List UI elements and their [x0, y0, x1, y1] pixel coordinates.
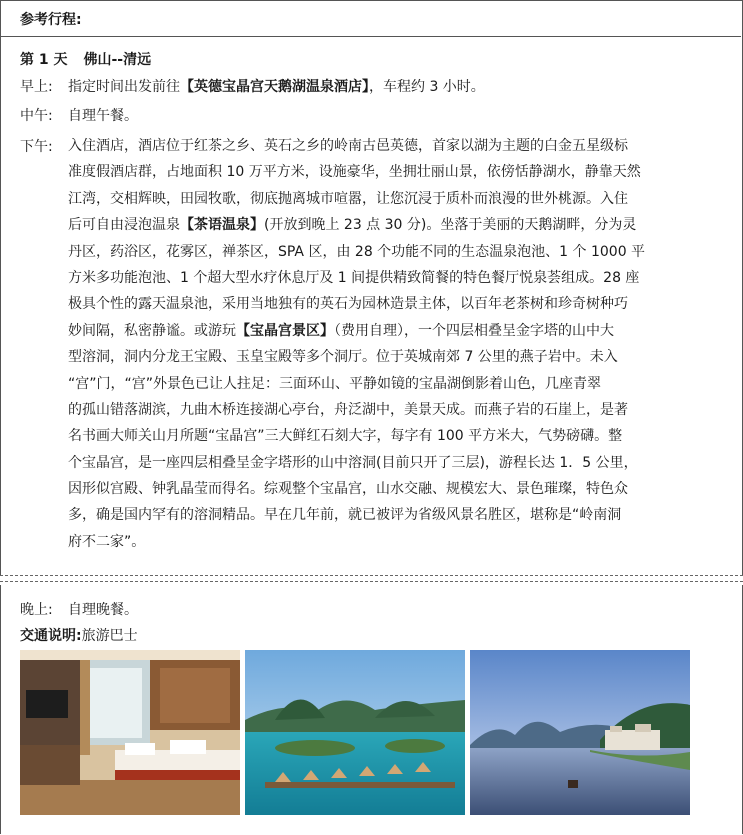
para-line: 多，确是国内罕有的溶洞精品。早在几年前，就已被评为省级风景名胜区，堪称是“岭南洞	[68, 507, 622, 524]
afternoon-label: 下午:	[20, 139, 53, 155]
lakeside-resort-photo	[470, 650, 690, 815]
hotel-room-photo	[20, 650, 240, 815]
header-row	[0, 0, 741, 37]
para-text: (开放到晚上 23 点 30 分)。坐落于美丽的天鹅湖畔，分为灵	[264, 217, 637, 234]
afternoon-paragraph	[68, 133, 724, 555]
para-line: 入住酒店，酒店位于红茶之乡、英石之乡的岭南古邑英德，首家以湖为主题的白金五星级标	[68, 138, 628, 154]
section-title: 参考行程:	[20, 12, 82, 28]
para-text: 妙间隔，私密静谧。或游玩	[68, 322, 236, 339]
palace-highlight: 【宝晶宫景区】	[236, 322, 334, 339]
para-line: “宫”门，“宫”外景色已让人拄足：三面环山、平静如镜的宝晶湖倒影着山色，几座青翠	[68, 375, 602, 392]
morning-label: 早上:	[20, 79, 53, 95]
morning-line	[20, 77, 485, 97]
day-title	[20, 49, 151, 69]
para-text: （费用自理），一个四层相叠呈金字塔的山中大	[334, 322, 614, 339]
para-line: 江湾，交相辉映，田园牧歌，彻底抛离城市喧嚣，让您沉浸于质朴而浪漫的世外桃源。入住	[68, 190, 628, 207]
para-line: 因形似宫殿、钟乳晶莹而得名。综观整个宝晶宫，山水交融、规模宏大、景色璀璨，特色众	[68, 481, 628, 498]
para-line: 丹区，药浴区，花雾区，禅茶区，SPA 区，由 28 个功能不同的生态温泉泡池、1 个 1000 平	[68, 243, 646, 260]
day-label: 第 1 天	[20, 52, 68, 68]
para-line: 个宝晶宫，是一座四层相叠呈金字塔形的山中溶洞(目前只开了三层)，游程长达 1．5 公里，	[68, 454, 638, 471]
evening-line	[20, 600, 138, 620]
transport-text: 旅游巴士	[81, 628, 138, 644]
para-line: 的孤山错落湖滨，九曲木桥连接湖心亭台，舟泛湖中，美景天成。而燕子岩的石崖上，是著	[68, 401, 628, 418]
para-text: 后可自由浸泡温泉	[68, 217, 180, 234]
para-line: 准度假酒店群，占地面积 10 万平方米，设施豪华，坐拥壮丽山景，依傍恬静湖水，静靠天然	[68, 164, 641, 181]
noon-label: 中午:	[20, 108, 53, 124]
day-route: 佛山--清远	[83, 52, 152, 68]
noon-text: 自理午餐。	[68, 108, 138, 124]
morning-text-pre: 指定时间出发前往	[68, 79, 180, 95]
para-line	[68, 212, 724, 238]
noon-line	[20, 106, 138, 126]
para-line: 极具个性的露天温泉池，采用当地独有的英石为园林造景主体，以百年老茶树和珍奇树种巧	[68, 296, 628, 313]
hotspring-highlight: 【茶语温泉】	[180, 217, 264, 234]
evening-label: 晚上:	[20, 602, 53, 618]
page-break-line	[0, 575, 743, 576]
para-line: 方米多功能泡池、1 个超大型水疗休息厅及 1 间提供精致简餐的特色餐厅悦泉荟组成。28 座	[68, 269, 640, 286]
page-break-line	[0, 581, 743, 582]
evening-text: 自理晚餐。	[68, 602, 138, 618]
para-line: 名书画大师关山月所题“宝晶宫”三大鲜红石刻大字，每字有 100 平方米大，气势磅礴。整	[68, 428, 623, 445]
lake-cabins-photo	[245, 650, 465, 815]
para-line: 府不二家”。	[68, 533, 146, 550]
transport-line	[20, 626, 138, 646]
para-line	[68, 318, 724, 344]
transport-label: 交通说明:	[20, 628, 82, 644]
para-line: 型溶洞，洞内分龙王宝殿、玉皇宝殿等多个洞厅。位于英城南郊 7 公里的燕子岩中。未入	[68, 349, 618, 366]
morning-hotel-highlight: 【英德宝晶宫天鹅湖温泉酒店】	[180, 79, 369, 95]
morning-text-post: ，车程约 3 小时。	[369, 79, 485, 95]
